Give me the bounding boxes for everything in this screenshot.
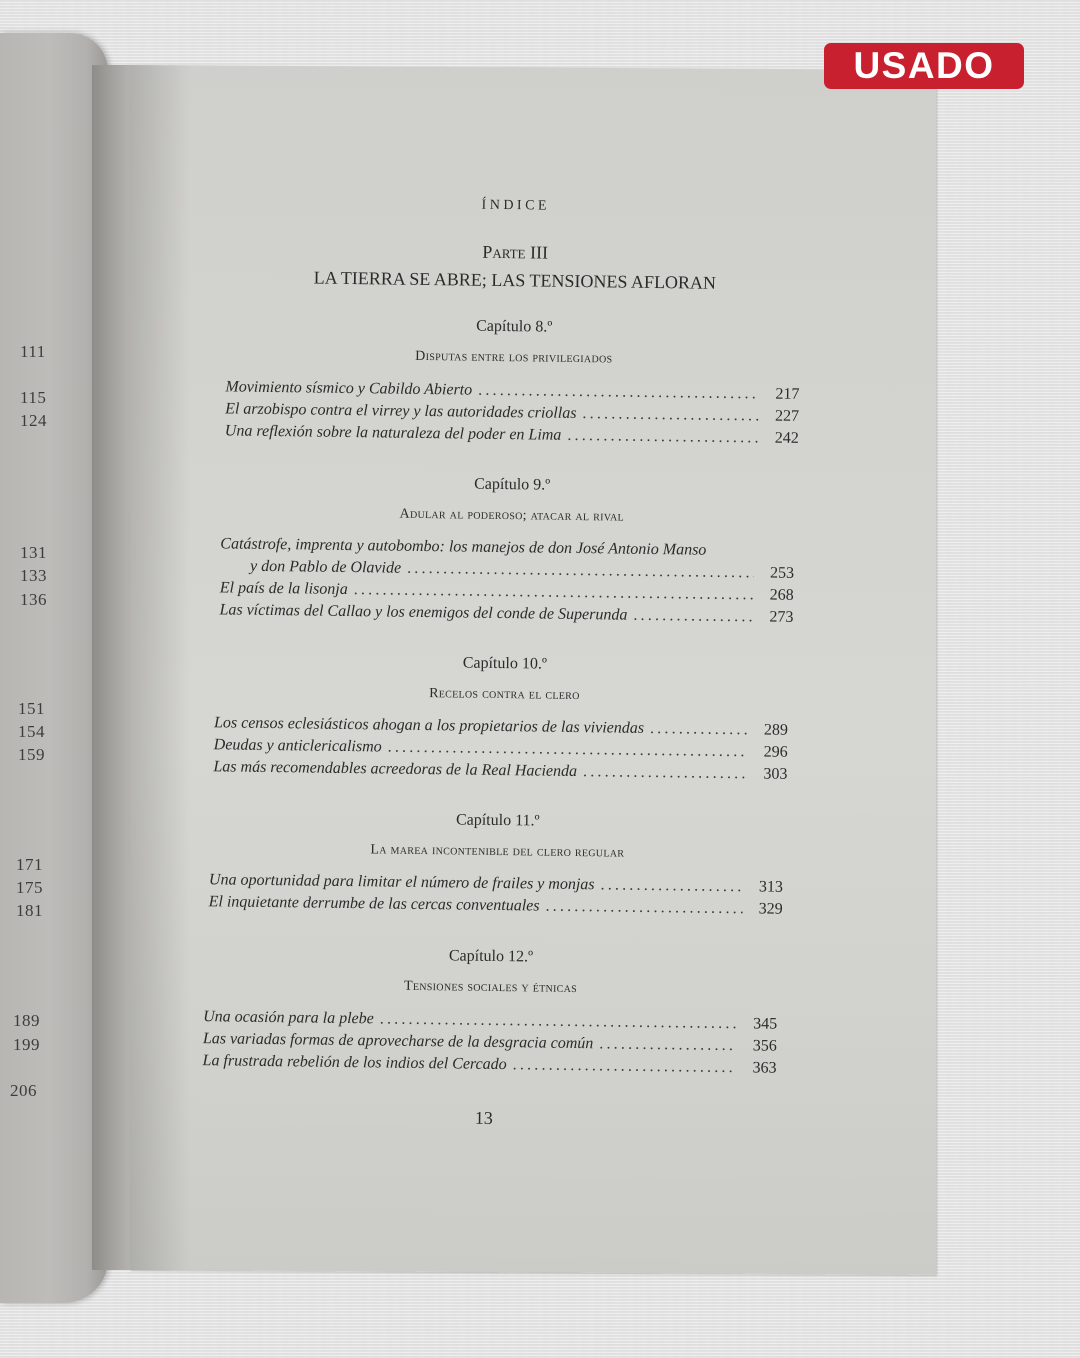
- leader-dots: [513, 1054, 737, 1079]
- left-page-number: 136: [20, 590, 47, 609]
- entry-title: La frustrada rebelión de los indios del Cercado: [202, 1052, 507, 1074]
- entry-title: El arzobispo contra el virrey y las autoridades criollas: [225, 400, 577, 422]
- entry-page: 313: [758, 878, 784, 896]
- part-label: Parte III: [482, 241, 549, 263]
- entry-title: El país de la lisonja: [219, 579, 348, 599]
- chapter-title: La marea incontenible del clero regular: [370, 842, 625, 861]
- page-folio: 13: [474, 1107, 494, 1128]
- left-page-number: 175: [16, 878, 43, 897]
- entry-page: 356: [752, 1037, 777, 1055]
- chapter-label: Capítulo 11.º: [455, 811, 540, 830]
- chapter-title: Tensiones sociales y étnicas: [403, 978, 578, 997]
- entry-page: 242: [774, 429, 799, 447]
- leader-dots: [599, 1033, 737, 1057]
- left-page-number: 154: [18, 722, 45, 741]
- entry-page: 253: [769, 564, 795, 582]
- leader-dots: [633, 605, 753, 629]
- chapter-label: Capítulo 12.º: [448, 947, 534, 966]
- entry-page: 329: [758, 900, 783, 918]
- chapter-title: Adular al poderoso; atacar al rival: [399, 506, 625, 525]
- chapter-label: Capítulo 10.º: [462, 654, 547, 673]
- used-condition-badge: USADO: [824, 43, 1024, 89]
- entry-page: 289: [763, 721, 789, 739]
- entry-title: Catástrofe, imprenta y autobombo: los manejos de don José Antonio Manso: [220, 535, 707, 559]
- entry-title: Una oportunidad para limitar el número de frailes y monjas: [208, 871, 595, 894]
- leader-dots: [583, 761, 748, 785]
- left-page-number: 151: [18, 699, 45, 718]
- left-page-number: 171: [16, 855, 43, 874]
- left-page-number: 199: [13, 1035, 40, 1054]
- entry-page: 217: [775, 385, 800, 403]
- entry-page: 296: [763, 743, 788, 761]
- left-page-number: 159: [18, 745, 45, 764]
- chapter-label: Capítulo 9.º: [474, 475, 551, 494]
- entry-title: Las más recomendables acreedoras de la Real Hacienda: [213, 758, 578, 781]
- part-title: LA TIERRA SE ABRE; LAS TENSIONES AFLORAN: [313, 267, 717, 293]
- leader-dots: [545, 896, 742, 921]
- entry-title: Una reflexión sobre la naturaleza del poder en Lima: [224, 422, 562, 444]
- leader-dots: [582, 403, 759, 427]
- entry-title-continuation: y don Pablo de Olavide: [249, 557, 402, 577]
- left-page-number: 131: [20, 543, 47, 562]
- entry-page: 345: [753, 1015, 778, 1033]
- left-page-number: 206: [10, 1081, 37, 1100]
- chapter-label: Capítulo 8.º: [476, 317, 553, 336]
- entry-title: Las víctimas del Callao y los enemigos del conde de Superunda: [219, 601, 628, 624]
- entry-page: 363: [752, 1059, 777, 1077]
- chapter-title: Disputas entre los privilegiados: [415, 348, 613, 367]
- entry-title: El inquietante derrumbe de las cercas conventuales: [208, 893, 540, 915]
- leader-dots: [600, 874, 743, 898]
- left-page-number: 115: [20, 388, 47, 407]
- left-page-number: 133: [20, 566, 47, 585]
- left-page-number: 124: [20, 411, 47, 430]
- entry-title: Una ocasión para la plebe: [203, 1008, 374, 1028]
- leader-dots: [567, 425, 759, 450]
- entry-page: 227: [774, 407, 800, 425]
- entry-page: 268: [769, 586, 794, 604]
- left-page-number: 111: [20, 342, 46, 361]
- entry-title: Los censos eclesiásticos ahogan a los propietarios de las viviendas: [213, 714, 645, 737]
- left-page-number: 189: [13, 1011, 40, 1030]
- entry-page: 273: [769, 608, 794, 626]
- left-page-number: 181: [16, 901, 43, 920]
- entry-title: Movimiento sísmico y Cabildo Abierto: [225, 378, 473, 399]
- index-heading: ÍNDICE: [481, 197, 551, 214]
- entry-page: 303: [763, 765, 788, 783]
- leader-dots: [650, 718, 748, 741]
- entry-title: Deudas y anticlericalismo: [213, 736, 382, 756]
- chapter-title: Recelos contra el clero: [429, 686, 580, 704]
- entry-title: Las variadas formas de aprovecharse de la desgracia común: [202, 1030, 594, 1053]
